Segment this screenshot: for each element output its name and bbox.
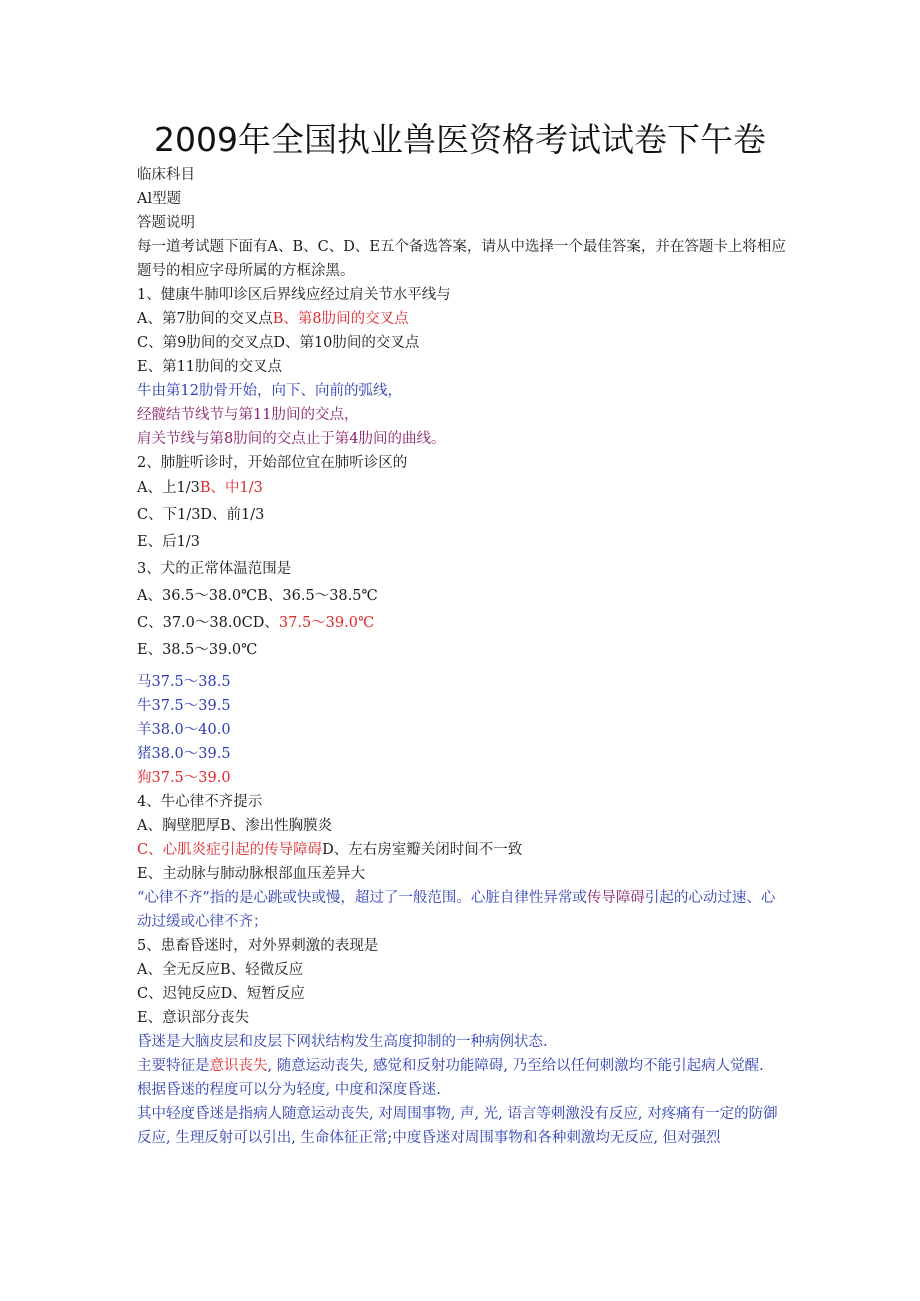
q5-note-2-part1: 主要特征是 — [137, 1058, 210, 1074]
q5-note-2-part3: , 随意运动丧失, 感觉和反射功能障碍, 乃至给以任何刺激均不能引起病人觉醒. — [267, 1058, 764, 1074]
q5-option-e: E、意识部分丧失 — [137, 1010, 250, 1026]
q4-option-e: E、主动脉与肺动脉根部血压差异大 — [137, 866, 366, 882]
q3-ref-horse: 马37.5～38.5 — [137, 674, 231, 690]
q4-note-part1: “心律不齐”指的是心跳或快或慢，超过了一般范围。心脏自律性异常或 — [137, 890, 587, 906]
q3-ref-dog: 狗37.5～39.0 — [137, 770, 231, 786]
page-title: 2009年全国执业兽医资格考试试卷下午卷 — [154, 120, 766, 159]
q3-ref-sheep: 羊38.0～40.0 — [137, 722, 231, 738]
q3-options-ab: A、36.5～38.0℃B、36.5～38.5℃ — [137, 588, 378, 604]
q2-option-b-answer: B、中1/3 — [199, 480, 263, 496]
q1-note-1: 牛由第12肋骨开始，向下、向前的弧线， — [137, 383, 402, 399]
q3-option-d-answer: 37.5～39.0℃ — [278, 615, 375, 631]
q4-option-c-answer: C、心肌炎症引起的传导障碍 — [137, 842, 323, 858]
q3-stem: 3、犬的正常体温范围是 — [137, 561, 292, 577]
question-type-line: Al型题 — [137, 191, 182, 207]
q1-stem: 1、健康牛肺叩诊区后界线应经过肩关节水平线与 — [137, 287, 451, 303]
subject-line: 临床科目 — [137, 167, 195, 183]
q5-options-cd: C、迟钝反应D、短暂反应 — [137, 986, 305, 1002]
q2-option-a: A、上1/3 — [137, 480, 200, 496]
q1-note-3: 肩关节线与第8肋间的交点止于第4肋间的曲线。 — [137, 431, 446, 447]
q1-option-a: A、第7肋间的交叉点 — [137, 311, 273, 327]
q3-options-cd — [137, 610, 787, 637]
q3-ref-cattle: 牛37.5～39.5 — [137, 698, 231, 714]
q2-options-cd: C、下1/3D、前1/3 — [137, 507, 265, 523]
q1-note-2: 经髋结节线节与第11肋间的交点， — [137, 407, 359, 423]
q5-note-1: 昏迷是大脑皮层和皮层下网状结构发生高度抑制的一种病例状态. — [137, 1034, 548, 1050]
instructions-text: 每一道考试题下面有A、B、C、D、E五个备选答案，请从中选择一个最佳答案，并在答题卡上将相应题号的相应字母所属的方框涂黑。 — [137, 239, 786, 279]
q4-note-part3: 引起的心动过速、心动过缓或心律不齐； — [137, 890, 776, 930]
q3-option-e: E、38.5～39.0℃ — [137, 642, 258, 658]
q4-option-d: D、左右房室瓣关闭时间不一致 — [322, 842, 523, 858]
q5-note-2-highlight: 意识丧失 — [209, 1058, 268, 1074]
q4-note-highlight: 传导障碍 — [586, 890, 645, 906]
q5-note-3: 根据昏迷的程度可以分为轻度, 中度和深度昏迷. — [137, 1082, 441, 1098]
q4-stem: 4、牛心律不齐提示 — [137, 794, 263, 810]
q1-options-ab — [137, 307, 787, 331]
q5-options-ab: A、全无反应B、轻微反应 — [137, 962, 304, 978]
q1-options-cd: C、第9肋间的交叉点D、第10肋间的交叉点 — [137, 335, 420, 351]
q4-options-cd — [137, 838, 787, 862]
q1-option-e: E、第11肋间的交叉点 — [137, 359, 283, 375]
q3-option-cd: C、37.0～38.0CD、 — [137, 615, 279, 631]
instructions-header: 答题说明 — [137, 215, 195, 231]
q5-note-4: 其中轻度昏迷是指病人随意运动丧失, 对周围事物, 声, 光, 语言等刺激没有反应, 对疼痛有一定的防御反应, 生理反射可以引出, 生命体征正常;中度昏迷对周围事物和各种刺激均无反应, 但对强烈 — [137, 1106, 778, 1146]
q5-stem: 5、患畜昏迷时，对外界刺激的表现是 — [137, 938, 379, 954]
q1-option-b-answer: B、第8肋间的交叉点 — [272, 311, 409, 327]
q2-option-e: E、后1/3 — [137, 534, 200, 550]
q5-note-2 — [137, 1054, 787, 1078]
q4-note — [137, 886, 787, 934]
document-body — [137, 163, 787, 1150]
q2-stem: 2、肺脏听诊时，开始部位宜在肺听诊区的 — [137, 455, 408, 471]
q3-ref-pig: 猪38.0～39.5 — [137, 746, 231, 762]
q4-options-ab: A、胸壁肥厚B、渗出性胸膜炎 — [137, 818, 333, 834]
q2-options-ab — [137, 475, 787, 502]
